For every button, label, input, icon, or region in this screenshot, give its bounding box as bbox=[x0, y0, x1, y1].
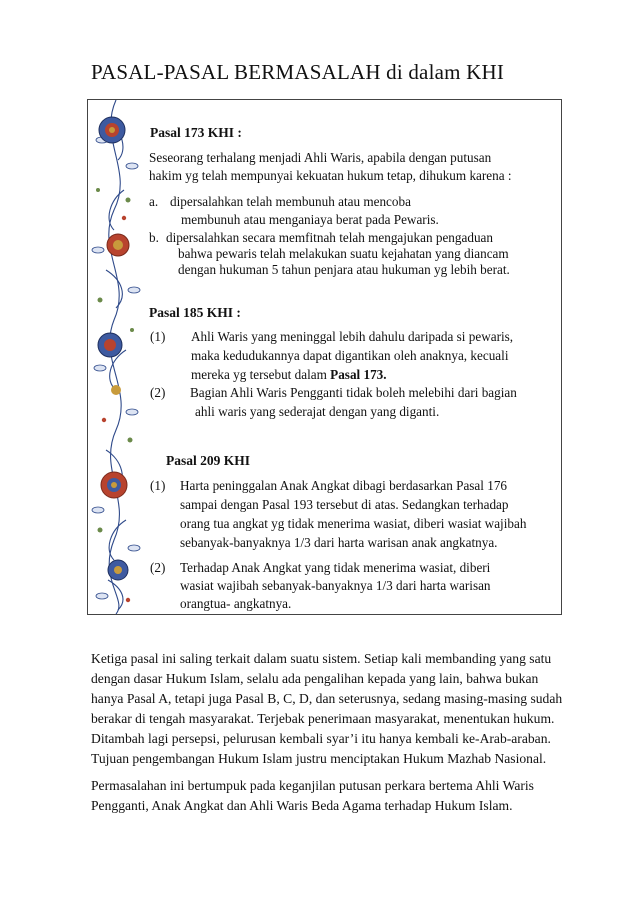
pasal-209-item-2-line-1: Terhadap Anak Angkat yang tidak menerima wasiat, diberi bbox=[180, 560, 491, 575]
pasal-185-item-2-line-1: Bagian Ahli Waris Pengganti tidak boleh melebihi dari bagian bbox=[190, 385, 517, 400]
pasal-185-item-1-line-3 bbox=[191, 366, 387, 384]
body-paragraph-1-line-5: Ditambah lagi persepsi, pelurusan kembali syar’i itu hanya kembali ke-Arab-araban. bbox=[91, 731, 551, 746]
pasal-209-item-2-marker: (2) bbox=[150, 560, 166, 575]
pasal-173-intro-line-2: hakim yg telah mempunyai kekuatan hukum tetap, dihukum karena : bbox=[149, 168, 512, 183]
pasal-209-item-2-line-2: wasiat wajibah sebanyak-banyaknya 1/3 dari harta warisan bbox=[180, 578, 491, 593]
pasal-173-heading: Pasal 173 KHI : bbox=[150, 125, 242, 140]
pasal-209-item-2-line-3: orangtua- angkatnya. bbox=[180, 596, 292, 611]
body-paragraph-1-line-4: berakar di tengah masyarakat. Terjebak penerimaan masyarakat, menentukan hukum. bbox=[91, 711, 555, 726]
pasal-173-item-a-marker: a. bbox=[149, 194, 159, 209]
pasal-173-reference: Pasal 173. bbox=[330, 367, 387, 382]
page-title: PASAL-PASAL BERMASALAH di dalam KHI bbox=[91, 60, 505, 84]
pasal-173-item-b-line-3: dengan hukuman 5 tahun penjara atau hukuman yg lebih berat. bbox=[178, 262, 510, 277]
pasal-173-item-b-line-1: dipersalahkan secara memfitnah telah mengajukan pengaduan bbox=[166, 230, 493, 245]
pasal-185-item-1-marker: (1) bbox=[150, 329, 166, 344]
pasal-209-heading: Pasal 209 KHI bbox=[166, 453, 251, 468]
pasal-209-item-1-line-2: sampai dengan Pasal 193 tersebut di atas. Sedangkan terhadap bbox=[180, 497, 509, 512]
pasal-173-item-a-line-1: dipersalahkan telah membunuh atau mencoba bbox=[170, 194, 411, 209]
pasal-173-item-a-line-2: membunuh atau menganiaya berat pada Pewaris. bbox=[181, 212, 439, 227]
body-paragraph-2-line-2: Pengganti, Anak Angkat dan Ahli Waris Beda Agama terhadap Hukum Islam. bbox=[91, 798, 513, 813]
pasal-209-item-1-line-1: Harta peninggalan Anak Angkat dibagi berdasarkan Pasal 176 bbox=[180, 478, 508, 493]
pasal-209-item-1-line-3: orang tua angkat yg tidak menerima wasiat, diberi wasiat wajibah bbox=[180, 516, 527, 531]
body-paragraph-1-line-1: Ketiga pasal ini saling terkait dalam suatu sistem. Setiap kali membanding yang satu bbox=[91, 651, 552, 666]
floral-ornament-border bbox=[88, 100, 144, 614]
pasal-209-item-1-marker: (1) bbox=[150, 478, 166, 493]
pasal-173-item-b-marker: b. bbox=[149, 230, 159, 245]
pasal-209-item-1-line-4: sebanyak-banyaknya 1/3 dari harta warisan anak angkatnya. bbox=[180, 535, 498, 550]
pasal-185-item-1-line-2: maka kedudukannya dapat digantikan oleh anaknya, kecuali bbox=[191, 348, 509, 363]
pasal-185-item-1-line-3-text: mereka yg tersebut dalam bbox=[191, 367, 331, 382]
body-paragraph-1-line-2: dengan dasar Hukum Islam, selalu ada pengalihan kepada yang lain, bahwa bukan bbox=[91, 671, 539, 686]
pasal-173-intro-line-1: Seseorang terhalang menjadi Ahli Waris, apabila dengan putusan bbox=[149, 150, 492, 165]
pasal-185-item-2-line-2: ahli waris yang sederajat dengan yang diganti. bbox=[195, 404, 440, 419]
pasal-185-heading: Pasal 185 KHI : bbox=[149, 305, 241, 320]
body-paragraph-2-line-1: Permasalahan ini bertumpuk pada keganjilan putusan perkara bertema Ahli Waris bbox=[91, 778, 534, 793]
body-paragraph-1-line-3: hanya Pasal A, tetapi juga Pasal B, C, D, dan seterusnya, sedang masing-masing sudah bbox=[91, 691, 563, 706]
pasal-173-item-b-line-2: bahwa pewaris telah melakukan suatu kejahatan yang diancam bbox=[178, 246, 509, 261]
pasal-185-item-2-marker: (2) bbox=[150, 385, 166, 400]
pasal-185-item-1-line-1: Ahli Waris yang meninggal lebih dahulu daripada si pewaris, bbox=[191, 329, 514, 344]
body-paragraph-1-line-6: Tujuan pengembangan Hukum Islam justru menciptakan Hukum Mazhab Nasional. bbox=[91, 751, 547, 766]
